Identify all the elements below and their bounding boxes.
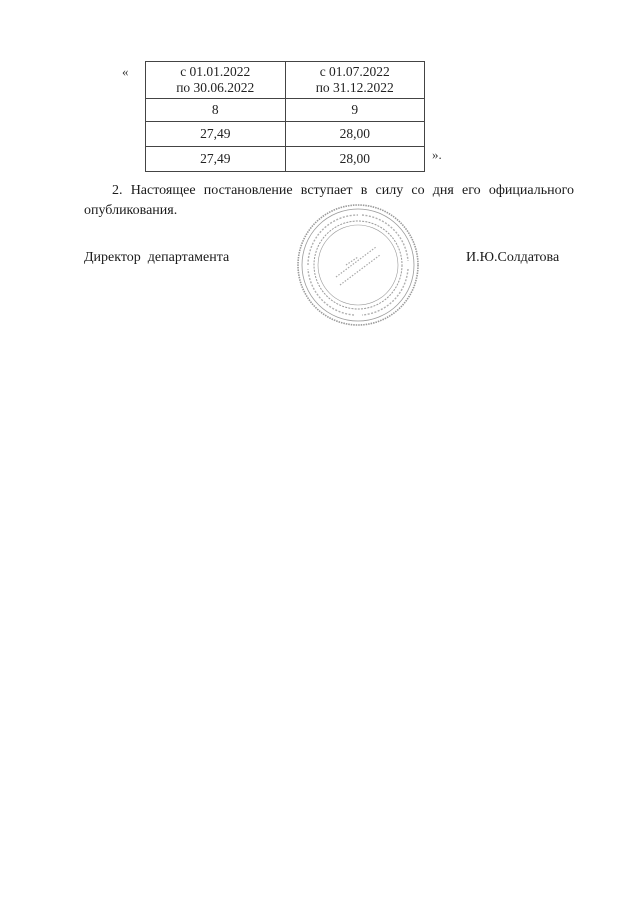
column-number-cell: 9 — [285, 99, 425, 122]
tariff-value-cell: 28,00 — [285, 147, 425, 172]
closing-quote: ». — [432, 147, 442, 162]
period-end: по 30.06.2022 — [176, 80, 255, 95]
table-header-row — [146, 62, 425, 99]
tariff-table — [145, 61, 425, 172]
signatory-position: Директор департамента — [84, 250, 230, 265]
table-row — [146, 147, 425, 172]
period-start: с 01.01.2022 — [180, 64, 251, 79]
column-number-cell: 8 — [146, 99, 286, 122]
table-row — [146, 122, 425, 147]
column-number-row — [146, 99, 425, 122]
tariff-value-cell: 27,49 — [146, 147, 286, 172]
tariff-value-cell: 28,00 — [285, 122, 425, 147]
opening-quote: « — [122, 64, 129, 79]
effective-date-paragraph: 2. Настоящее постановление вступает в силу со дня его официального опубликования. — [84, 183, 574, 218]
period-end: по 31.12.2022 — [315, 80, 394, 95]
period-header-cell — [285, 62, 425, 99]
tariff-value-cell: 27,49 — [146, 122, 286, 147]
period-start: с 01.07.2022 — [319, 64, 390, 79]
official-seal-stamp — [296, 203, 420, 327]
period-header-cell — [146, 62, 286, 99]
signatory-name: И.Ю.Солдатова — [466, 250, 560, 265]
